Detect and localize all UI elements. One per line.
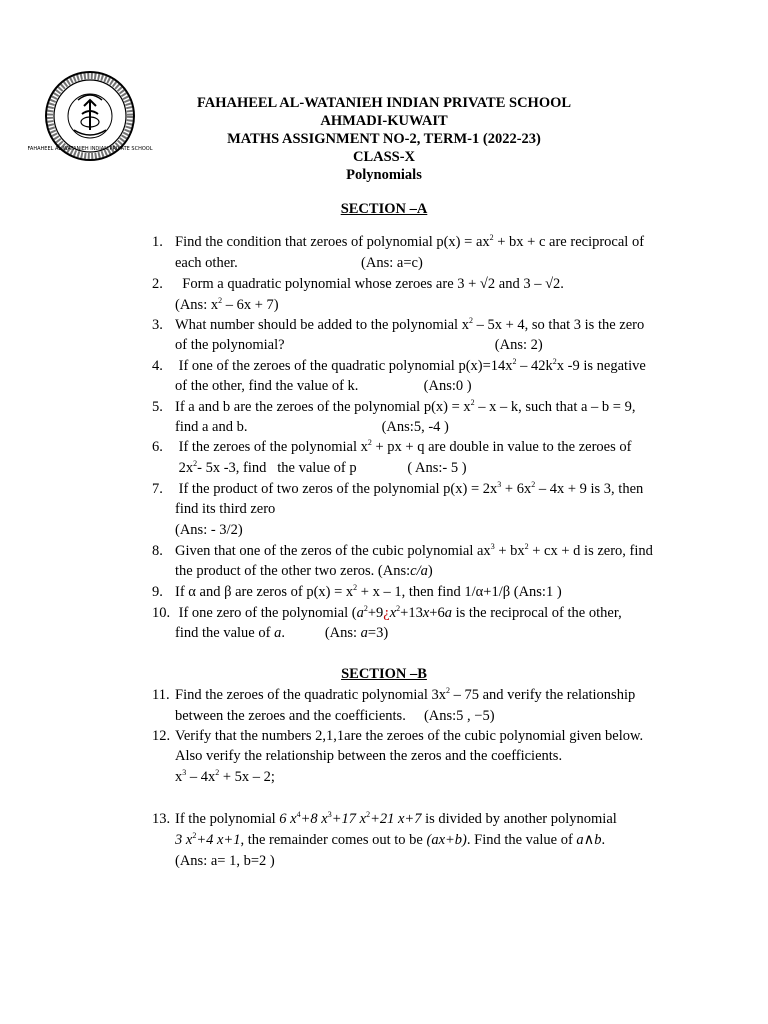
school-name: FAHAHEEL AL-WATANIEH INDIAN PRIVATE SCHOOL [196, 95, 572, 111]
section-a-heading: SECTION –A [340, 201, 428, 217]
question-9-line-1: If α and β are zeros of $p(x) = x^2 + x - 1$, then find 1/α+1/β (Ans:1 ) [175, 583, 562, 600]
question-number: 1. [152, 234, 163, 250]
question-number: 7. [152, 481, 163, 497]
question-7-line-1: If the product of two zeros of the polynomial $p(x) = 2x^3 + 6x^2 - 4x + 9$ is 3, then [175, 480, 644, 497]
question-5-line-2: find a and b. (Ans:5, -4 ) [175, 419, 449, 435]
question-number: 6. [152, 439, 163, 455]
question-10-line-2: find the value of a. (Ans: a=3) [175, 625, 389, 641]
question-4-line-2: of the other, find the value of k. (Ans:0 ) [175, 378, 472, 394]
question-7-line-2: find its third zero [175, 501, 276, 517]
question-6-line-1: If the zeroes of the polynomial $x^2$ + px + q are double in value to the zeroes of [175, 438, 632, 455]
question-8-line-2: the product of the other two zeros. (Ans:c/a) [175, 563, 433, 579]
question-3-line-2: of the polynomial? (Ans: 2) [175, 337, 543, 353]
question-12-line-2: Also verify the relationship between the zeros and the coefficients. [175, 748, 563, 764]
question-11-line-2: between the zeroes and the coefficients. (Ans:5 , −5) [175, 708, 495, 724]
question-11-line-1: Find the zeroes of the quadratic polynomial $3x^2 - 75$ and verify the relationship [175, 686, 636, 703]
section-b-heading: SECTION –B [341, 666, 427, 682]
question-number: 10. [152, 605, 171, 621]
question-12-line-3: $x^3 - 4x^2 + 5x - 2$; [175, 768, 275, 785]
question-number: 5. [152, 399, 163, 415]
question-4-line-1: If one of the zeroes of the quadratic polynomial $p(x)=14x^2 - 42k^2x$ -9 is negative [175, 357, 646, 374]
question-8-line-1: Given that one of the zeros of the cubic polynomial $ax^3 + bx^2$ + cx + d is zero, find [175, 542, 653, 559]
question-1-line-1: Find the condition that zeroes of polynomial $p(x) = ax^2$ + bx + c are reciprocal of [175, 233, 645, 250]
question-5-line-1: If a and b are the zeroes of the polynomial $p(x) = x^2 - x - k$, such that a – b = 9, [175, 398, 636, 415]
question-6-line-2: $2x^2-$ 5x -3, find the value of p ( Ans:- 5 ) [175, 459, 467, 476]
topic-title: Polynomials [346, 167, 422, 183]
school-city: AHMADI-KUWAIT [320, 113, 448, 129]
question-number: 11. [152, 687, 170, 703]
question-number: 12. [152, 728, 171, 744]
class-label: CLASS-X [352, 149, 416, 165]
question-13-line-2: 3 $x^2+4$ x+1, the remainder comes out to be (ax+b). Find the value of a∧b. [175, 831, 606, 848]
question-3-line-1: What number should be added to the polynomial $x^2 - 5x + 4$, so that 3 is the zero [175, 316, 645, 333]
question-13-answer: (Ans: a= 1, b=2 ) [175, 853, 275, 869]
question-number: 3. [152, 317, 163, 333]
question-number: 13. [152, 811, 171, 827]
question-number: 8. [152, 543, 163, 559]
question-number: 4. [152, 358, 163, 374]
question-2-line-1: Form a quadratic polynomial whose zeroes are 3 + √2 and 3 – √2. [175, 276, 564, 292]
question-number: 2. [152, 276, 163, 292]
question-7-answer: (Ans: - 3/2) [175, 522, 243, 538]
question-1-line-2: each other. (Ans: a=c) [175, 255, 423, 271]
assignment-title: MATHS ASSIGNMENT NO-2, TERM-1 (2022-23) [227, 131, 541, 147]
question-13-line-1: If the polynomial 6 $x^4+8$ $x^3+17$ $x^2+21$ x+7 is divided by another polynomial [175, 810, 617, 827]
question-12-line-1: Verify that the numbers 2,1,1are the zeroes of the cubic polynomial given below. [175, 728, 644, 744]
logo-text: FAHAHEEL AL-WATANIEH INDIAN PRIVATE SCHOOL [27, 146, 153, 152]
question-number: 9. [152, 584, 163, 600]
question-2-line-2: (Ans: $x^2 - 6x + 7$) [175, 296, 279, 313]
question-10-line-1: If one zero of the polynomial ($a^2+9¿x^2+13x+6a$ is the reciprocal of the other, [175, 604, 622, 621]
